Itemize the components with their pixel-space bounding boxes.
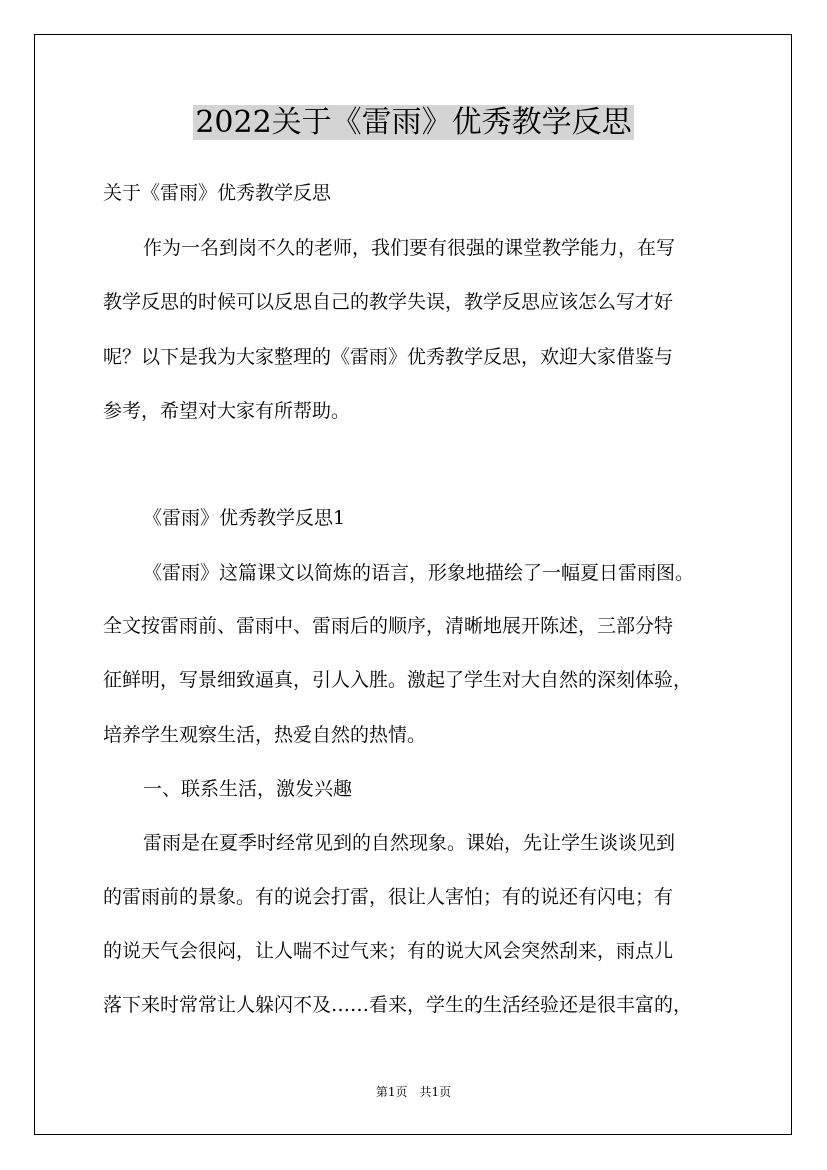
paragraph-line: 雷雨是在夏季时经常见到的自然现象。课始，先让学生谈谈见到 <box>143 832 676 854</box>
paragraph-line: 的雷雨前的景象。有的说会打雷，很让人害怕；有的说还有闪电；有 <box>103 886 674 908</box>
document-title: 2022关于《雷雨》优秀教学反思 <box>195 105 632 140</box>
page-footer: 第1页 共1页 <box>375 1085 452 1099</box>
paragraph-line: 的说天气会很闷，让人喘不过气来；有的说大风会突然刮来，雨点儿 <box>103 940 674 962</box>
intro-line: 教学反思的时候可以反思自己的教学失误，教学反思应该怎么写才好 <box>103 291 674 313</box>
paragraph-line: 《雷雨》这篇课文以简炼的语言，形象地描绘了一幅夏日雷雨图。 <box>143 562 695 584</box>
paragraph-line: 培养学生观察生活，热爱自然的热情。 <box>103 724 427 746</box>
subheading: 一、联系生活，激发兴趣 <box>143 778 353 800</box>
intro-line: 呢？以下是我为大家整理的《雷雨》优秀教学反思，欢迎大家借鉴与 <box>103 346 674 368</box>
section-heading: 《雷雨》优秀教学反思1 <box>143 507 346 529</box>
paragraph-line: 全文按雷雨前、雷雨中、雷雨后的顺序，清晰地展开陈述，三部分特 <box>103 615 674 637</box>
intro-line: 作为一名到岗不久的老师，我们要有很强的课堂教学能力，在写 <box>143 237 676 259</box>
intro-line: 参考，希望对大家有所帮助。 <box>103 400 351 422</box>
paragraph-line: 征鲜明，写景细致逼真，引人入胜。激起了学生对大自然的深刻体验， <box>103 669 693 691</box>
paragraph-line: 落下来时常常让人躲闪不及……看来，学生的生活经验还是很丰富的， <box>103 994 693 1016</box>
subtitle: 关于《雷雨》优秀教学反思 <box>103 182 332 204</box>
